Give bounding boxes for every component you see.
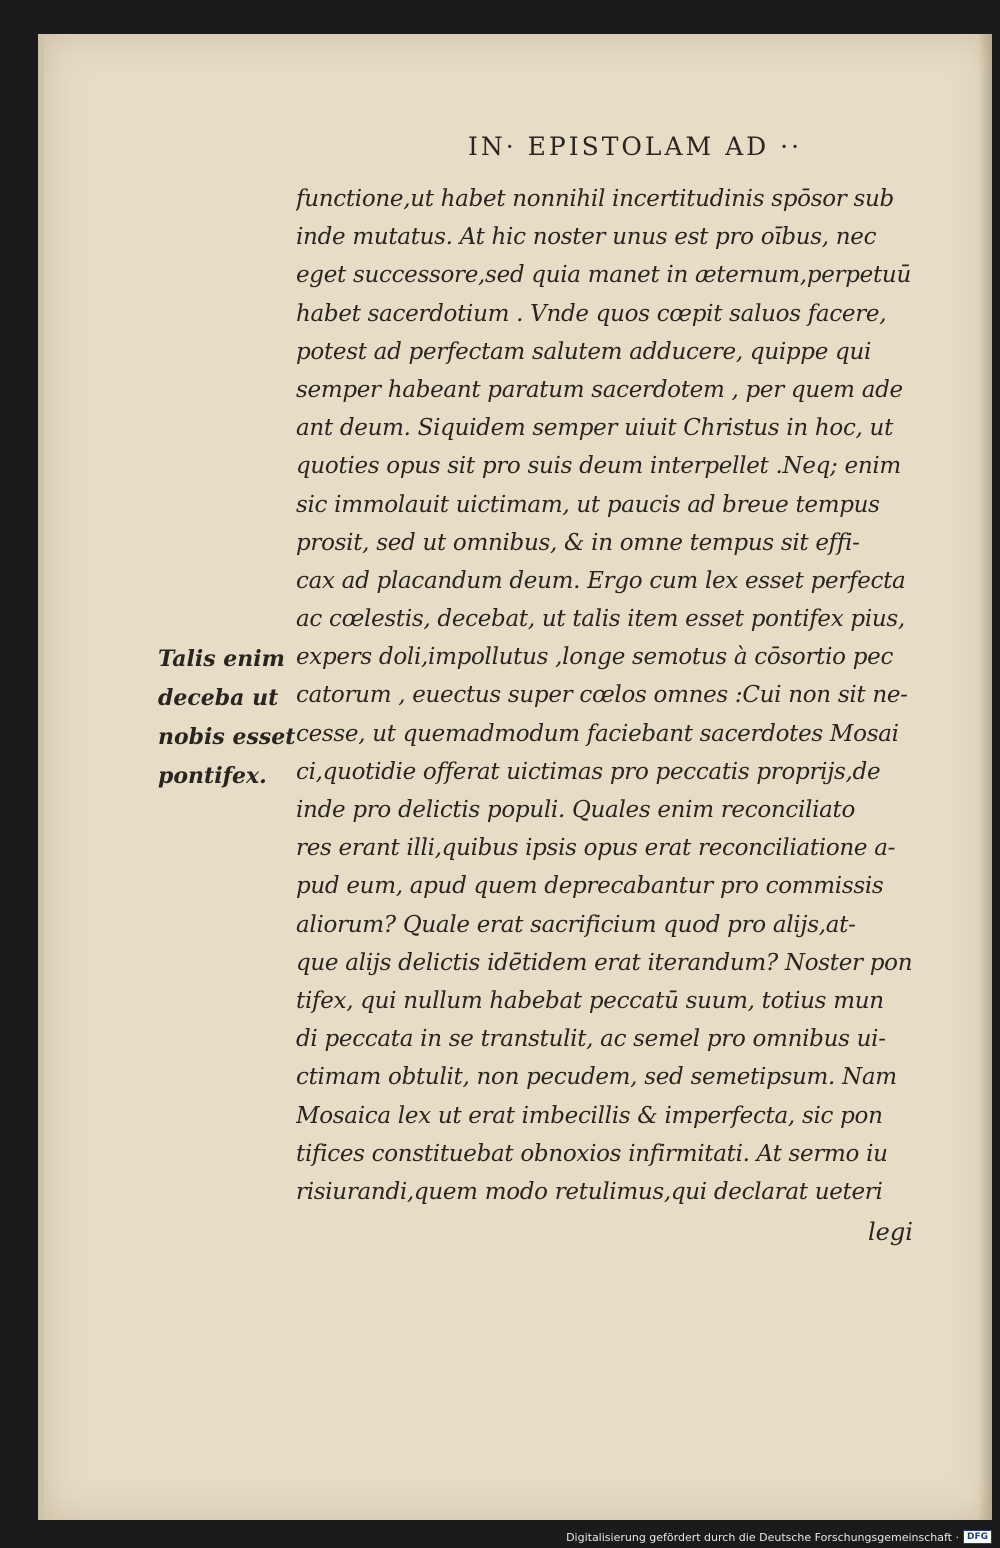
dfg-logo-icon: DFG [963, 1530, 992, 1544]
main-text-block [296, 180, 958, 1211]
page-edge [978, 34, 992, 1520]
text-line: tifices constituebat obnoxios infirmitati. At sermo iu [296, 1140, 888, 1167]
marginal-note-line: nobis esset [158, 724, 296, 750]
text-line: ci,quotidie offerat uictimas pro peccatis proprijs,de [296, 758, 881, 785]
marginal-note-line: deceba ut [158, 685, 279, 711]
text-line: prosit, sed ut omnibus, & in omne tempus sit effi- [296, 529, 860, 556]
text-line: Mosaica lex ut erat imbecillis & imperfecta, sic pon [296, 1102, 883, 1129]
text-line: potest ad perfectam salutem adducere, quippe qui [296, 338, 872, 365]
marginal-note-line: Talis enim [158, 646, 285, 672]
text-line: cesse, ut quemadmodum faciebant sacerdotes Mosai [296, 720, 899, 747]
text-line: risiurandi,quem modo retulimus,qui declarat ueteri [296, 1178, 883, 1205]
text-line: aliorum? Quale erat sacrificium quod pro alijs,at- [296, 911, 856, 938]
text-line: di peccata in se transtulit, ac semel pro omnibus ui- [296, 1026, 886, 1053]
text-line: catorum , euectus super cœlos omnes :Cui non sit ne- [296, 682, 908, 709]
text-line: que alijs delictis idētidem erat iterandum? Noster pon [296, 949, 913, 976]
text-line: cax ad placandum deum. Ergo cum lex esset perfecta [296, 567, 906, 594]
text-line: functione,ut habet nonnihil incertitudinis spōsor sub [296, 186, 894, 212]
marginal-note [158, 640, 308, 796]
marginal-note-line: pontifex. [158, 763, 267, 789]
text-line: pud eum, apud quem deprecabantur pro commissis [296, 873, 884, 900]
footer-credit: Digitalisierung gefördert durch die Deutsche Forschungsgemeinschaft · [566, 1530, 959, 1544]
digitization-footer [566, 1530, 992, 1544]
running-head: IN· EPISTOLAM AD ·· [468, 132, 803, 161]
text-line: res erant illi,quibus ipsis opus erat reconciliatione a- [296, 835, 896, 862]
text-line: expers doli,impollutus ,longe semotus à cōsortio pec [296, 644, 894, 671]
text-line: ant deum. Siquidem semper uiuit Christus in hoc, ut [296, 415, 894, 442]
text-line: semper habeant paratum sacerdotem , per quem ade [296, 376, 903, 403]
text-line: sic immolauit uictimam, ut paucis ad breue tempus [296, 491, 880, 518]
text-line: inde pro delictis populi. Quales enim reconciliato [296, 797, 856, 823]
text-line: inde mutatus. At hic noster unus est pro oībus, nec [296, 224, 877, 251]
text-line: ac cœlestis, decebat, ut talis item esset pontifex pius, [296, 606, 905, 633]
text-line: eget successore,sed quia manet in æternum,perpetuū [296, 262, 911, 289]
text-line: tifex, qui nullum habebat peccatū suum, totius mun [296, 987, 884, 1014]
text-line: ctimam obtulit, non pecudem, sed semetipsum. Nam [296, 1064, 897, 1091]
catchword: legi [868, 1218, 913, 1246]
text-line: habet sacerdotium . Vnde quos cœpit saluos facere, [296, 300, 887, 327]
text-line: quoties opus sit pro suis deum interpellet .Neq; enim [296, 453, 901, 480]
